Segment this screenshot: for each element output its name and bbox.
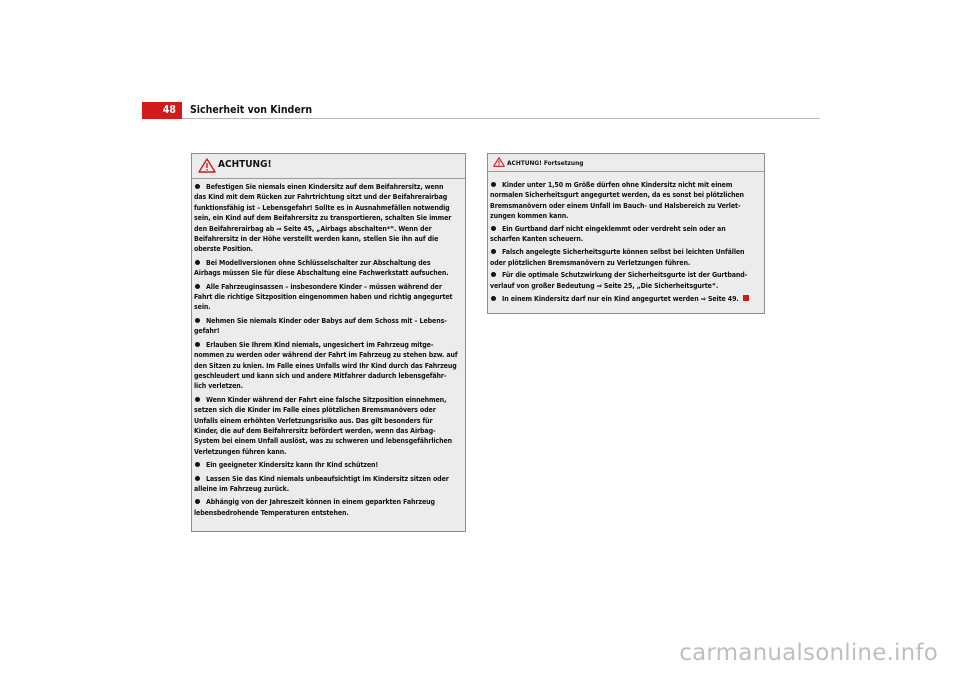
item-text-line: Alle Fahrzeuginsassen – insbesondere Kinder – müssen während der [206, 282, 442, 291]
bullet-icon [195, 476, 200, 481]
bullet-icon [491, 296, 496, 301]
item-text-line: Für die optimale Schutzwirkung der Sicherheitsgurte ist der Gurtband- [502, 271, 748, 280]
item-text-line: nommen zu werden oder während der Fahrt im Fahrzeug zu stehen bzw. auf [194, 351, 458, 360]
warning-box-header [192, 154, 465, 179]
watermark: carmanualsonline.info [679, 640, 938, 666]
warning-heading: ACHTUNG! Fortsetzung [507, 159, 584, 167]
item-text-line: Airbags müssen Sie für diese Abschaltung eine Fachwerkstatt aufsuchen. [194, 269, 449, 278]
list-item [194, 316, 461, 337]
list-item [194, 395, 461, 457]
header-rule [182, 118, 820, 119]
item-text-line: den Sitzen zu knien. Im Falle eines Unfalls wird Ihr Kind durch das Fahrzeug [194, 361, 457, 370]
page-title: Sicherheit von Kindern [190, 104, 313, 116]
list-item [194, 474, 461, 495]
page-number: 48 [142, 102, 182, 119]
item-text-line: Verletzungen führen kann. [194, 447, 287, 456]
warning-triangle-icon [198, 158, 216, 173]
item-text-line: Erlauben Sie Ihrem Kind niemals, ungesichert im Fahrzeug mitge- [206, 340, 434, 349]
item-text-line: Beifahrersitz in der Höhe verstellt werden kann, stellen Sie ihn auf die [194, 235, 439, 244]
list-item [490, 270, 760, 291]
list-item [490, 247, 760, 268]
item-text-line: geschleudert und kann sich und andere Mitfahrer dadurch lebensgefähr- [194, 371, 447, 380]
list-item [490, 224, 760, 245]
bullet-icon [195, 184, 200, 189]
bullet-icon [491, 249, 496, 254]
bullet-icon [195, 318, 200, 323]
item-text-line: Ein Gurtband darf nicht eingeklemmt oder verdreht sein oder an [502, 225, 726, 234]
bullet-icon [195, 260, 200, 265]
item-text-line: Abhängig von der Jahreszeit können in einem geparkten Fahrzeug [206, 498, 435, 507]
item-text-line: Bremsmanövern oder einem Unfall im Bauch- und Halsbereich zu Verlet- [490, 201, 741, 210]
item-text-line: normalen Sicherheitsgurt angegurtet werden, da es sonst bei plötzlichen [490, 191, 744, 200]
item-text-line: Bei Modellversionen ohne Schlüsselschalter zur Abschaltung des [206, 258, 431, 267]
item-text-line: Ein geeigneter Kindersitz kann Ihr Kind schützen! [206, 461, 379, 470]
item-text-line: das Kind mit dem Rücken zur Fahrtrichtung sitzt und der Beifahrerairbag [194, 193, 448, 202]
item-text-line: verlauf von großer Bedeutung ⇒ Seite 25, „Die Sicherheitsgurte“. [490, 281, 719, 290]
list-item [490, 180, 760, 222]
item-text-line: Nehmen Sie niemals Kinder oder Babys auf dem Schoss mit – Lebens- [206, 316, 447, 325]
item-text-line: System bei einem Unfall auslöst, was zu schweren und lebensgefährlichen [194, 437, 453, 446]
item-text-line: zungen kommen kann. [490, 212, 569, 221]
item-text-line: oder plötzlichen Bremsmanövern zu Verletzungen führen. [490, 258, 691, 267]
item-text-line: sein. [194, 303, 211, 312]
item-text-line: Kinder, die auf dem Beifahrersitz befördert werden, wenn das Airbag- [194, 426, 436, 435]
bullet-icon [491, 272, 496, 277]
item-text-line: lich verletzen. [194, 382, 243, 391]
item-text-line: Wenn Kinder während der Fahrt eine falsche Sitzposition einnehmen, [206, 395, 447, 404]
list-item [194, 340, 461, 392]
bullet-icon [195, 462, 200, 467]
item-text-line: Falsch angelegte Sicherheitsgurte können selbst bei leichten Unfällen [502, 248, 745, 257]
item-text-line: alleine im Fahrzeug zurück. [194, 484, 290, 493]
item-text-line: Fahrt die richtige Sitzposition eingenommen haben und richtig angegurtet [194, 293, 453, 302]
section-end-icon [743, 295, 749, 301]
item-text-line: In einem Kindersitz darf nur ein Kind angegurtet werden ⇒ Seite 49. [502, 294, 739, 303]
warning-box-continued [487, 153, 765, 314]
item-text-line: den Beifahrerairbag ab ⇒ Seite 45, „Airbags abschalten*“. Wenn der [194, 224, 432, 233]
warning-list [192, 179, 465, 518]
warning-list [488, 172, 764, 304]
warning-box [191, 153, 466, 532]
bullet-icon [195, 342, 200, 347]
bullet-icon [491, 182, 496, 187]
item-text-line: Unfalls einem erhöhten Verletzungsrisiko aus. Das gilt besonders für [194, 416, 433, 425]
item-text-line: lebensbedrohende Temperaturen entstehen. [194, 508, 349, 517]
list-item [194, 460, 461, 470]
list-item [194, 282, 461, 313]
warning-heading: ACHTUNG! [218, 159, 272, 170]
item-text-line: Lassen Sie das Kind niemals unbeaufsichtigt im Kindersitz sitzen oder [206, 474, 449, 483]
item-text-line: scharfen Kanten scheuern. [490, 235, 584, 244]
list-item [194, 182, 461, 255]
item-text-line: setzen sich die Kinder im Falle eines plötzlichen Bremsmanövers oder [194, 406, 436, 415]
item-text-line: funktionsfähig ist – Lebensgefahr! Sollte es in Ausnahmefällen notwendig [194, 203, 450, 212]
bullet-icon [195, 499, 200, 504]
list-item [194, 497, 461, 518]
warning-triangle-icon [493, 157, 505, 167]
item-text-line: sein, ein Kind auf dem Beifahrersitz zu transportieren, schalten Sie immer [194, 214, 452, 223]
warning-box-header [488, 154, 764, 172]
item-text-line: oberste Position. [194, 245, 253, 254]
item-text-line: Kinder unter 1,50 m Größe dürfen ohne Kindersitz nicht mit einem [502, 181, 733, 189]
list-item [490, 294, 760, 304]
bullet-icon [195, 284, 200, 289]
bullet-icon [195, 397, 200, 402]
list-item [194, 258, 461, 279]
item-text-line: gefahr! [194, 327, 220, 336]
bullet-icon [491, 226, 496, 231]
item-text-line: Befestigen Sie niemals einen Kindersitz auf dem Beifahrersitz, wenn [206, 183, 444, 191]
